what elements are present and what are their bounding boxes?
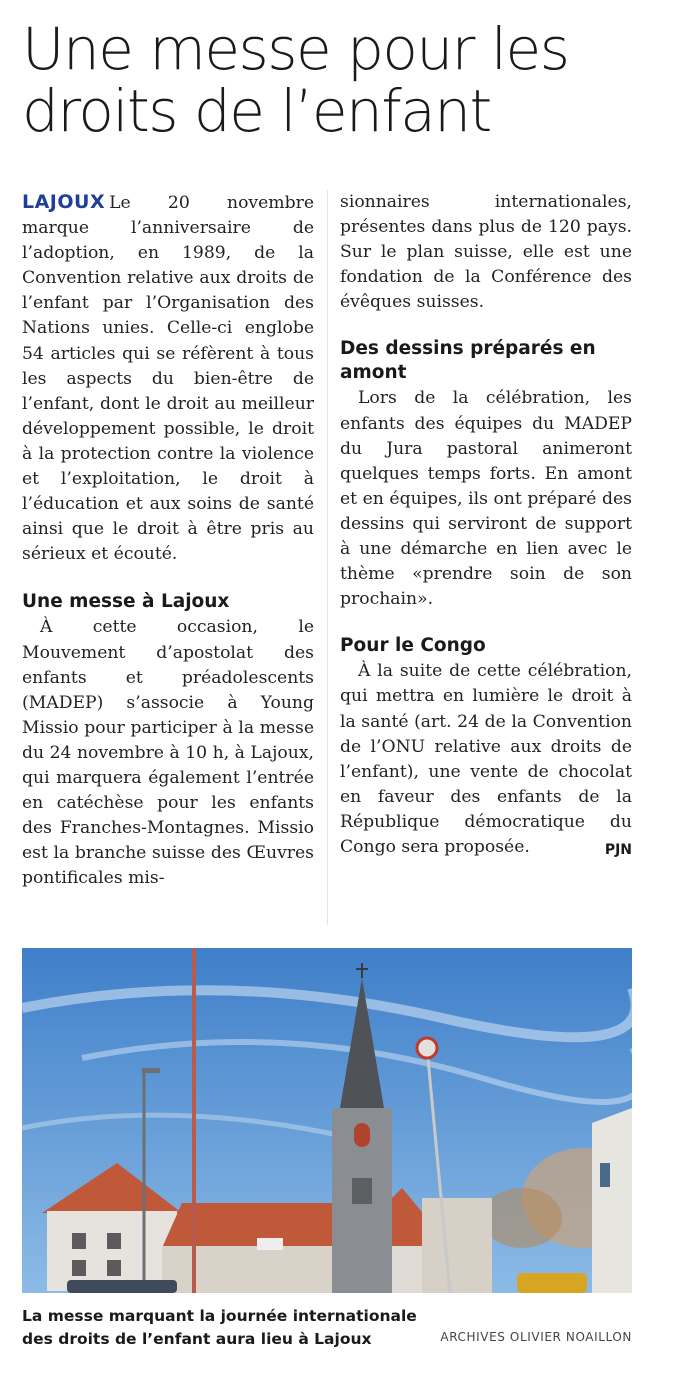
column-divider bbox=[327, 190, 328, 925]
section-body-messe bbox=[22, 615, 314, 891]
church-photo-illustration bbox=[22, 948, 632, 1293]
church-clock-window bbox=[352, 1178, 372, 1204]
congo-block bbox=[340, 659, 632, 860]
right-house-window bbox=[600, 1163, 610, 1187]
section-body-dessins: Lors de la célébration, les enfants des équipes du MADEP du Jura pastoral animeront quelques temps forts. En amont et en équipes, ils ont préparé des dessins qui serviront de support à une démarche en lien avec le thème «prendre soin de son prochain». bbox=[340, 388, 632, 610]
section-heading-messe: Une messe à Lajoux bbox=[22, 591, 230, 613]
article-headline: Une messe pour les droits de l’enfant bbox=[22, 15, 569, 145]
article-body bbox=[22, 190, 634, 930]
dateline: LAJOUX bbox=[22, 191, 106, 213]
section-body-messe-text: À cette occasion, le Mouvement d’apostolat des enfants et préadolescents (MADEP) s’associe à Young Missio pour participer à la messe du 24 novembre à 10 h, à Lajoux, qui marquera également l’entrée en catéchèse pour les enfants des Franches-Montagnes. Missio est la branche suisse des Œuvres pontificales mis- bbox=[22, 617, 314, 889]
house-wall bbox=[47, 1211, 177, 1291]
street-lamp-head bbox=[142, 1068, 160, 1073]
house-window bbox=[107, 1233, 121, 1249]
yellow-car bbox=[517, 1273, 587, 1293]
author-signature: PJN bbox=[604, 842, 632, 859]
column-right bbox=[340, 190, 632, 860]
photo-credit: ARCHIVES OLIVIER NOAILLON bbox=[440, 1330, 632, 1344]
photo-caption: La messe marquant la journée internationale des droits de l’enfant aura lieu à Lajoux bbox=[22, 1307, 417, 1348]
sign-disc bbox=[417, 1038, 437, 1058]
right-house bbox=[592, 1108, 632, 1293]
intro-paragraph bbox=[22, 190, 314, 567]
section-heading-dessins: Des dessins préparés en amont bbox=[340, 338, 596, 384]
long-building bbox=[162, 1246, 352, 1293]
back-building bbox=[422, 1198, 492, 1293]
parked-car bbox=[67, 1280, 177, 1293]
article-photo bbox=[22, 948, 632, 1293]
section-body-congo: À la suite de cette célébration, qui mettra en lumière le droit à la santé (art. 24 de la Convention de l’ONU relative aux droits de l’enfant), une vente de chocolat en faveur des enfants de la République démocratique du Congo sera proposée. bbox=[340, 661, 632, 857]
house-window bbox=[72, 1260, 86, 1276]
section-body-messe-continued-text: sionnaires internationales, présentes dans plus de 120 pays. Sur le plan suisse, elle est une fondation de la Conférence des évêques suisses. bbox=[340, 192, 632, 313]
house-window bbox=[107, 1260, 121, 1276]
street-sign bbox=[257, 1238, 283, 1250]
column-left bbox=[22, 190, 314, 891]
intro-text: Le 20 novembre marque l’anniversaire de l’adoption, en 1989, de la Convention relative aux droits de l’enfant par l’Organisation des Nations unies. Celle-ci englobe 54 articles qui se réfèrent à tous les aspects du bien-être de l’enfant, dont le droit au meilleur développement possible, le droit à la protection contre la violence et l’exploitation, le droit à l’éducation et aux soins de santé ainsi que le droit à être pris au sérieux et écouté. bbox=[22, 193, 314, 565]
house-window bbox=[72, 1233, 86, 1249]
section-heading-congo: Pour le Congo bbox=[340, 635, 486, 657]
section-body-messe-continued bbox=[340, 190, 632, 315]
church-window bbox=[354, 1123, 370, 1147]
autumn-tree bbox=[482, 1188, 562, 1248]
